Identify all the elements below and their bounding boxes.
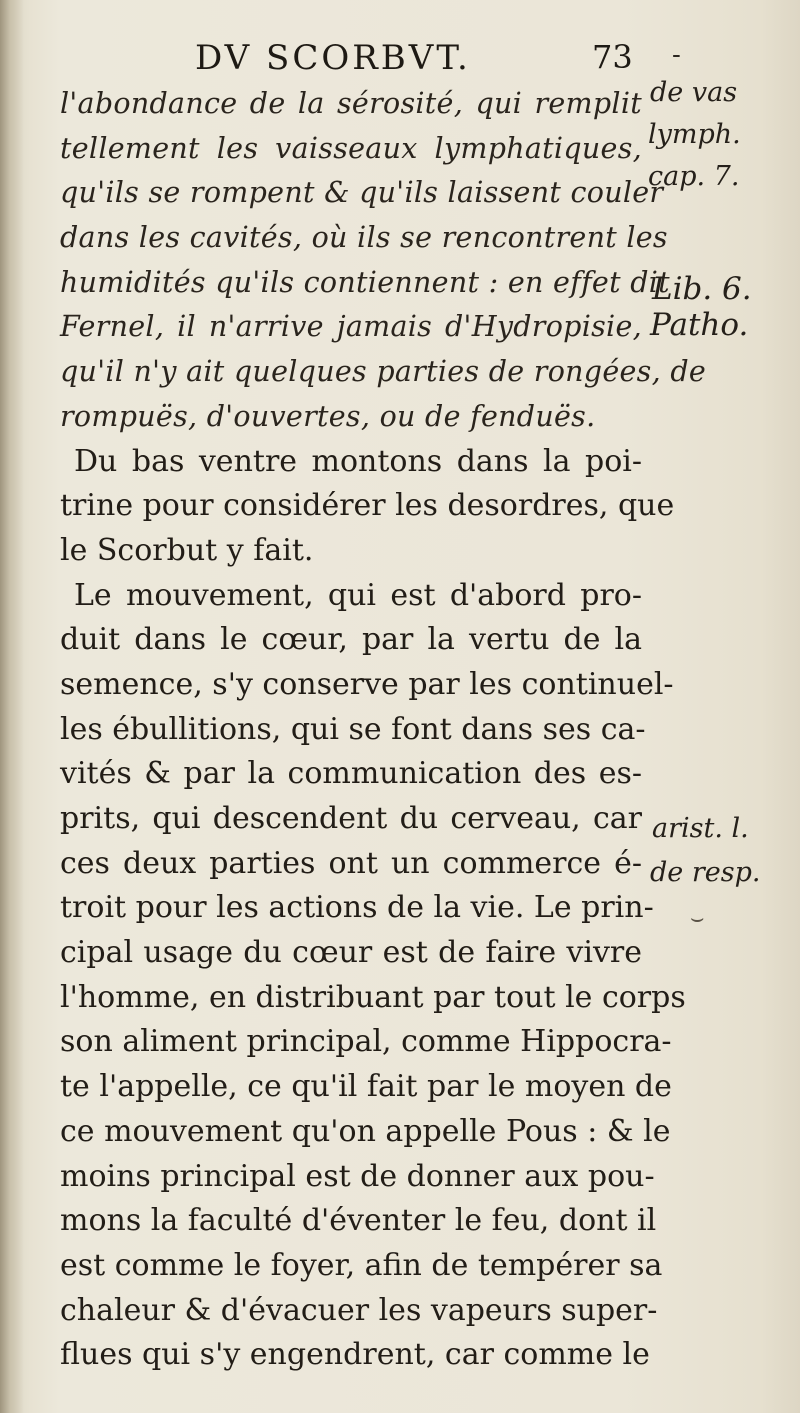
text-line: tellement les vaisseaux lymphatiques, (60, 131, 642, 165)
margin-note: Patho. (650, 307, 749, 343)
text-line: son aliment principal, comme Hippocra- (60, 1024, 672, 1060)
text-line: mons la faculté d'éventer le feu, dont il (60, 1203, 657, 1239)
text-line: humidités qu'ils contiennent : en effet dit (60, 265, 670, 299)
text-line: te l'appelle, ce qu'il fait par le moyen de (60, 1069, 672, 1105)
text-line: troit pour les actions de la vie. Le prin- (60, 890, 654, 926)
binding-gutter (0, 0, 24, 1413)
page-number: 73 (592, 38, 633, 76)
text-line: Du bas ventre montons dans la poi- (74, 443, 642, 479)
text-line: rompuës, d'ouvertes, ou de fenduës. (60, 399, 596, 433)
margin-note: de resp. (650, 857, 761, 888)
text-line: moins principal est de donner aux pou- (60, 1158, 655, 1194)
text-line: les ébullitions, qui se font dans ses ca- (60, 711, 646, 747)
text-line: chaleur & d'évacuer les vapeurs super- (60, 1292, 658, 1328)
margin-note: lymph. (648, 119, 741, 150)
running-head (0, 38, 800, 88)
text-line: qu'ils se rompent & qu'ils laissent couler (60, 176, 664, 210)
text-line: semence, s'y conserve par les continuel- (60, 666, 674, 702)
text-line: duit dans le cœur, par la vertu de la (60, 622, 642, 658)
margin-note: cap. 7. (648, 161, 740, 192)
text-line: trine pour considérer les desordres, que (60, 488, 675, 524)
margin-note: de vas (650, 77, 738, 108)
running-head-mark: - (672, 40, 681, 70)
text-line: Fernel, il n'arrive jamais d'Hydropisie, (60, 310, 642, 344)
text-line: flues qui s'y engendrent, car comme le (60, 1337, 650, 1373)
text-line: le Scorbut y fait. (60, 532, 314, 568)
ink-mark-icon: ⌣ (690, 906, 705, 931)
text-line: vités & par la communication des es- (60, 756, 642, 792)
running-head-title: DV SCORBVT. (195, 38, 471, 78)
text-line: cipal usage du cœur est de faire vivre (60, 935, 642, 971)
margin-note: Lib. 6. (652, 271, 752, 307)
text-line: l'abondance de la sérosité, qui remplit (60, 87, 642, 120)
text-line: prits, qui descendent du cerveau, car (60, 801, 642, 836)
text-line: ce mouvement qu'on appelle Pous : & le (60, 1113, 671, 1149)
text-line: dans les cavités, où ils se rencontrent les (60, 221, 668, 255)
text-line: l'homme, en distribuant par tout le corps (60, 979, 686, 1015)
text-line: ces deux parties ont un commerce é- (60, 845, 642, 881)
text-line: Le mouvement, qui est d'abord pro- (74, 577, 642, 613)
text-line: qu'il n'y ait quelques parties de rongées, de (60, 355, 707, 389)
text-line: est comme le foyer, afin de tempérer sa (60, 1247, 663, 1283)
margin-note: arist. l. (652, 813, 749, 844)
